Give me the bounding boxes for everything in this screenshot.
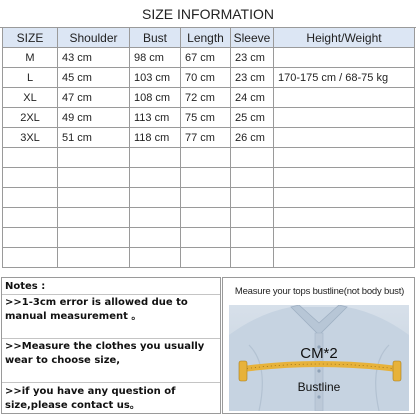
table-cell	[58, 148, 130, 168]
table-cell: 25 cm	[231, 108, 274, 128]
size-cell: M	[3, 48, 58, 68]
table-cell	[130, 168, 181, 188]
table-cell: 23 cm	[231, 68, 274, 88]
table-cell	[274, 128, 415, 148]
table-cell: 98 cm	[130, 48, 181, 68]
note-error: >>1-3cm error is allowed due to manual measurement 。	[5, 297, 188, 322]
table-cell	[274, 248, 415, 268]
table-cell	[274, 148, 415, 168]
table-cell: 24 cm	[231, 88, 274, 108]
table-cell	[58, 228, 130, 248]
table-cell: 51 cm	[58, 128, 130, 148]
table-cell	[130, 228, 181, 248]
table-row	[3, 108, 415, 128]
table-cell	[274, 188, 415, 208]
table-row	[3, 168, 415, 188]
column-header: Length	[181, 28, 231, 48]
table-cell: 70 cm	[181, 68, 231, 88]
size-cell: XL	[3, 88, 58, 108]
size-cell	[3, 208, 58, 228]
size-cell: L	[3, 68, 58, 88]
table-header-row	[3, 28, 415, 48]
table-cell: 170-175 cm / 68-75 kg	[274, 68, 415, 88]
table-cell	[130, 188, 181, 208]
table-cell	[274, 228, 415, 248]
table-cell: 67 cm	[181, 48, 231, 68]
size-cell	[3, 188, 58, 208]
bustline-panel	[222, 277, 415, 414]
table-cell	[58, 188, 130, 208]
table-cell	[231, 168, 274, 188]
table-row	[3, 228, 415, 248]
table-cell: 47 cm	[58, 88, 130, 108]
table-cell	[130, 248, 181, 268]
table-cell: 75 cm	[181, 108, 231, 128]
table-row	[3, 208, 415, 228]
chart-title: SIZE INFORMATION	[0, 0, 416, 28]
note-measure: >>Measure the clothes you usually wear to choose size,	[5, 341, 205, 366]
table-cell: 43 cm	[58, 48, 130, 68]
notes-heading: Notes :	[5, 281, 46, 292]
table-row	[3, 68, 415, 88]
table-cell	[181, 228, 231, 248]
size-cell: 2XL	[3, 108, 58, 128]
size-cell	[3, 168, 58, 188]
table-cell	[58, 248, 130, 268]
column-header: Shoulder	[58, 28, 130, 48]
table-row	[3, 188, 415, 208]
table-cell	[231, 208, 274, 228]
table-row	[3, 88, 415, 108]
table-cell: 77 cm	[181, 128, 231, 148]
table-cell	[274, 48, 415, 68]
table-row	[3, 248, 415, 268]
table-cell	[130, 148, 181, 168]
table-cell	[274, 168, 415, 188]
column-header: Sleeve	[231, 28, 274, 48]
table-cell: 45 cm	[58, 68, 130, 88]
table-cell	[231, 188, 274, 208]
table-cell	[231, 248, 274, 268]
table-cell	[181, 248, 231, 268]
table-cell	[58, 168, 130, 188]
table-cell: 118 cm	[130, 128, 181, 148]
table-row	[3, 128, 415, 148]
shirt-illustration	[229, 305, 409, 411]
column-header: Height/Weight	[274, 28, 415, 48]
table-cell	[231, 148, 274, 168]
table-cell	[181, 208, 231, 228]
table-cell: 26 cm	[231, 128, 274, 148]
column-header: Bust	[130, 28, 181, 48]
table-cell	[181, 148, 231, 168]
column-header: SIZE	[3, 28, 58, 48]
size-cell	[3, 228, 58, 248]
notes-panel	[1, 277, 221, 414]
table-cell: 23 cm	[231, 48, 274, 68]
table-cell	[274, 208, 415, 228]
cm-label: CM*2	[300, 345, 338, 362]
note-contact: >>if you have any question of size,please contact us。	[5, 386, 176, 411]
size-cell	[3, 248, 58, 268]
table-cell	[274, 88, 415, 108]
table-cell	[274, 108, 415, 128]
table-cell: 108 cm	[130, 88, 181, 108]
bustline-label: Bustline	[297, 380, 341, 394]
size-table	[2, 27, 415, 268]
table-cell	[231, 228, 274, 248]
table-row	[3, 48, 415, 68]
size-cell: 3XL	[3, 128, 58, 148]
table-row	[3, 148, 415, 168]
table-cell	[130, 208, 181, 228]
table-cell: 72 cm	[181, 88, 231, 108]
table-cell	[58, 208, 130, 228]
table-cell	[181, 188, 231, 208]
table-cell: 113 cm	[130, 108, 181, 128]
table-cell: 103 cm	[130, 68, 181, 88]
size-cell	[3, 148, 58, 168]
table-cell: 49 cm	[58, 108, 130, 128]
bustline-caption: Measure your tops bustline(not body bust)	[234, 286, 405, 297]
table-cell	[181, 168, 231, 188]
